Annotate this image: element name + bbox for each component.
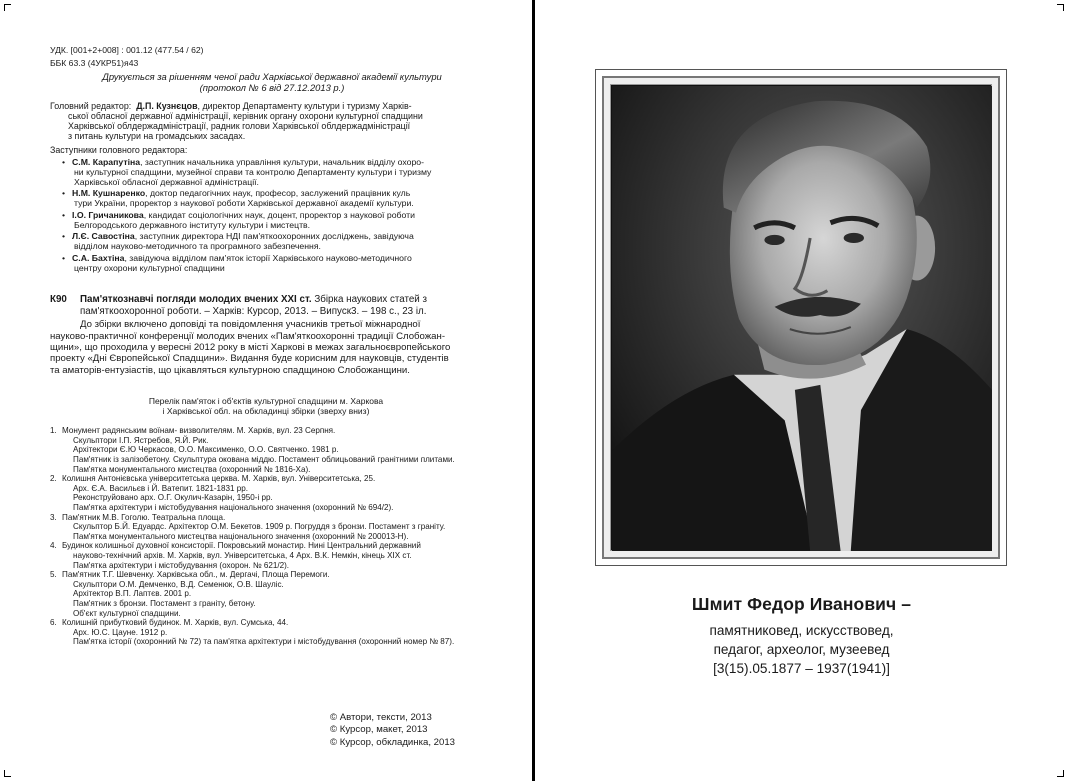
list-item-line: Колишній прибутковий будинок. М. Харків, вул. Сумська, 44. bbox=[62, 618, 289, 628]
list-item: 2. Колишня Антонієвська університетська церква. М. Харків, вул. Університетська, 25. Арх. Є.А. Васильєв і Й. Ватепит. 1821-1831 рр. Реконструйовано арх. О.Г. Окулич-Казарін, 1950-і рр. Пам'ятка архітектури і містобудування національного значення (охоронний № 694/2). bbox=[50, 474, 394, 512]
chief-editor-name: Д.П. Кузнєцов bbox=[136, 100, 198, 111]
cover-list-heading: Перелік пам'яток і об'єктів культурної спадщини м. Харкова і Харківської обл. на обкладинці збірки (зверху вниз) bbox=[148, 395, 384, 417]
deputy-item: • С.А. Бахтіна, завідуюча відділом пам'яток історії Харківського науково-методичного центру охорони культурної спадщини bbox=[62, 252, 412, 273]
list-item-line: Скульптори О.М. Демченко, В.Д. Семенюк, О.В. Шауліс. bbox=[73, 579, 284, 589]
deputy-item: • Л.Є. Савостіна, заступник директора НДІ пам'яткоохоронних досліджень, завідуюча відділом науково-методичного та програмного забезпечення. bbox=[62, 231, 414, 252]
deputies-heading: Заступники головного редактора: bbox=[50, 144, 188, 155]
portrait-photo bbox=[612, 86, 992, 551]
chief-editor: Головний редактор: Д.П. Кузнєцов, директор Департаменту культури і туризму Харків- ської обласної державної адміністрації, керівник органу охорони культурної спадщини Харківської облдержадміністрації, радник голови Харківської облдержадміністрації з питань культури на громадських засадах. bbox=[50, 100, 423, 141]
crop-mark bbox=[4, 770, 11, 777]
list-item-line: Колишня Антонієвська університетська церква. М. Харків, вул. Університетська, 25. bbox=[62, 474, 376, 484]
list-item-line: Пам'ятник з бронзи. Постамент з граніту, бетону. bbox=[73, 598, 256, 608]
list-item-line: Скульптор Б.Й. Едуардс. Архітектор О.М. Бекетов. 1909 р. Погруддя з бронзи. Постамент з граніту. bbox=[73, 522, 446, 532]
list-item-line: Пам'ятник Т.Г. Шевченку. Харківська обл., м. Дергачі, Площа Перемоги. bbox=[62, 570, 330, 580]
list-item-line: Об'єкт культурної спадщини. bbox=[73, 608, 181, 618]
list-item-line: Пам'ятка архітектури і містобудування (охорон. № 621/2). bbox=[73, 560, 290, 570]
list-item-line: Пам'ятка архітектури і містобудування національного значення (охоронний № 694/2). bbox=[73, 503, 394, 512]
crop-mark bbox=[1057, 770, 1064, 777]
list-item-line: Архітектор В.П. Лаптєв. 2001 р. bbox=[73, 589, 192, 599]
list-item-line: Архітектори Є.Ю Черкасов, О.О. Максименко, О.О. Святченко. 1981 р. bbox=[73, 445, 339, 455]
list-item-line: науково-технічний архів. М. Харків, вул. Університетська, 4 Арх. В.К. Немкін, кінець XIX ст. bbox=[73, 550, 412, 560]
book-annotation: До збірки включено доповіді та повідомлення учасників третьої міжнародної науково-практичної конференції молодих вчених «Пам'яткоохоронні традиції Слобожан- щини», що проходила у вересні 2012 року в місті Харкові в межах загальноєвропейського проекту «Дні Європейської Спадщини». Видання буде корисним для науковців, студентів та аматорів-ентузіастів, що цікавляться культурною спадщиною Слобожанщини. bbox=[50, 319, 451, 376]
catalog-code: К90 bbox=[50, 293, 67, 305]
print-approval-note: Друкується за рішенням ченої ради Харківської державної академії культури (протокол № 6 від 27.12.2013 р.) bbox=[102, 70, 442, 94]
bbk-code: ББК 63.3 (4УКР51)я43 bbox=[50, 58, 139, 69]
list-item: 6. Колишній прибутковий будинок. М. Харків, вул. Сумська, 44. Арх. Ю.С. Цауне. 1912 р. Пам'ятка історії (охоронний № 72) та пам'ятка архітектури і містобудування (охоронний номер № 87). bbox=[50, 618, 455, 647]
crop-mark bbox=[4, 4, 11, 11]
imprint-content bbox=[50, 45, 482, 647]
list-item-line: Пам'ятник М.В. Гоголю. Театральна площа. bbox=[62, 512, 226, 522]
book-title: Пам'яткознавчі погляди молодих вчених XXI ст. bbox=[80, 293, 312, 305]
list-item: 5. Пам'ятник Т.Г. Шевченку. Харківська обл., м. Дергачі, Площа Перемоги. Скульптори О.М. Демченко, В.Д. Семенюк, О.В. Шауліс. Архітектор В.П. Лаптєв. 2001 р. Пам'ятник з бронзи. Постамент з граніту, бетону. Об'єкт культурної спадщини. bbox=[50, 570, 330, 618]
list-item-line: Арх. Є.А. Васильєв і Й. Ватепит. 1821-1831 рр. bbox=[73, 483, 249, 493]
list-item: 1. Монумент радянським воїнам- визволителям. М. Харків, вул. 23 Серпня. Скульптори І.П. Ястребов, Я.Й. Рик. Архітектори Є.Ю Черкасов, О.О. Максименко, О.О. Святченко. 1981 р. Пам'ятник із залізобетону. Скульптура окована міддю. Постамент облицьований гранітними плитами. Пам'ятка монументального мистецтва (охоронний № 1816-Ха). bbox=[50, 426, 455, 474]
portrait-description: памятниковед, искусствовед, педагог, археолог, музеевед [3(15).05.1877 – 1937(1941)] bbox=[535, 622, 1068, 678]
catalog-entry: К90 Пам'яткознавчі погляди молодих вчених XXI ст. Збірка наукових статей з пам'яткоохоронної роботи. – Харків: Курсор, 2013. – Випуск3. – 198 с., 23 іл. bbox=[50, 293, 427, 317]
crop-mark bbox=[1057, 4, 1064, 11]
list-item-line: Реконструйовано арх. О.Г. Окулич-Казарін, 1950-і рр. bbox=[73, 493, 273, 503]
list-item-line: Арх. Ю.С. Цауне. 1912 р. bbox=[73, 627, 168, 637]
deputies-list bbox=[50, 157, 482, 273]
portrait-name: Шмит Федор Иванович – bbox=[691, 594, 912, 614]
cover-monuments-list bbox=[50, 426, 482, 647]
list-item-line: Пам'ятка монументального мистецтва національного значення (охоронний № 200013-Н). bbox=[73, 531, 409, 541]
right-page bbox=[535, 0, 1068, 781]
list-item: 4. Будинок колишньої духовної консисторії. Покровський монастир. Нині Центральний державний науково-технічний архів. М. Харків, вул. Університетська, 4 Арх. В.К. Немкін, кінець XIX ст. Пам'ятка архітектури і містобудування (охорон. № 621/2). bbox=[50, 541, 421, 570]
list-item-line: Скульптори І.П. Ястребов, Я.Й. Рик. bbox=[73, 435, 209, 445]
udk-code: УДК. [001+2+008] : 001.12 (477.54 / 62) bbox=[50, 45, 204, 55]
deputy-item: • І.О. Гричаникова, кандидат соціологічних наук, доцент, проректор з наукової роботи Белгородського державного інституту культури і мистецтв. bbox=[62, 209, 415, 230]
list-item-line: Монумент радянським воїнам- визволителям. М. Харків, вул. 23 Серпня. bbox=[62, 426, 336, 436]
deputy-item: • С.М. Карапутіна, заступник начальника управління культури, начальник відділу охоро- ни культурної спадщини, музейної справи та контролю Департаменту культури і туризму Харківської обласної державної адміністрації. bbox=[62, 156, 432, 187]
list-item-line: Будинок колишньої духовної консисторії. Покровський монастир. Нині Центральний державний bbox=[62, 541, 421, 551]
list-item-line: Пам'ятка монументального мистецтва (охоронний № 1816-Ха). bbox=[73, 464, 311, 474]
list-item-line: Пам'ятка історії (охоронний № 72) та пам'ятка архітектури і містобудування (охоронний номер № 87). bbox=[73, 637, 455, 647]
life-dates: [3(15).05.1877 – 1937(1941)] bbox=[713, 660, 890, 676]
left-page bbox=[0, 0, 532, 781]
list-item-line: Пам'ятник із залізобетону. Скульптура окована міддю. Постамент облицьований гранітними плитами. bbox=[73, 455, 455, 465]
copyright-block: © Автори, тексти, 2013 © Курсор, макет, 2013 © Курсор, обкладинка, 2013 bbox=[330, 712, 455, 748]
portrait-frame bbox=[595, 69, 1007, 566]
list-item: 3. Пам'ятник М.В. Гоголю. Театральна площа. Скульптор Б.Й. Едуардс. Архітектор О.М. Бекетов. 1909 р. Погруддя з бронзи. Постамент з граніту. Пам'ятка монументального мистецтва національного значення (охоронний № 200013-Н). bbox=[50, 512, 446, 541]
deputy-item: • Н.М. Кушнаренко, доктор педагогічних наук, професор, заслужений працівник куль тури України, проректор з наукової роботи Харківської державної академії культури. bbox=[62, 188, 414, 209]
